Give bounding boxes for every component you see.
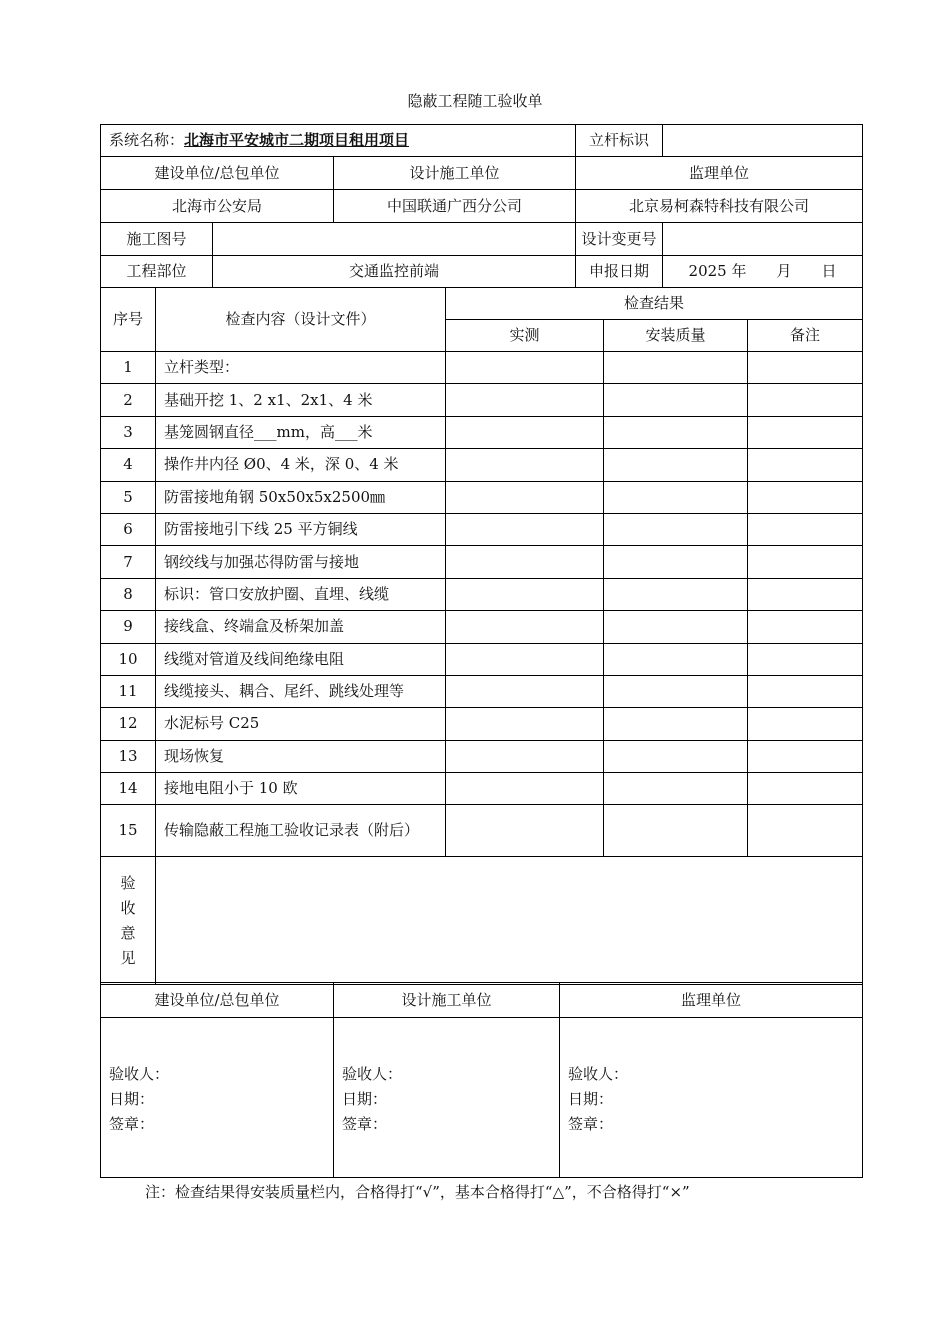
row-content: 线缆对管道及线间绝缘电阻 <box>156 643 446 675</box>
row-content: 水泥标号 C25 <box>156 708 446 740</box>
table-row <box>101 708 863 740</box>
table-row <box>101 481 863 513</box>
row-remark[interactable] <box>748 643 863 675</box>
row-measured[interactable] <box>446 449 604 481</box>
table-row <box>101 773 863 805</box>
row-number: 13 <box>101 740 156 772</box>
row-measured[interactable] <box>446 773 604 805</box>
row-remark[interactable] <box>748 416 863 448</box>
construction-unit-value: 北海市公安局 <box>101 190 334 223</box>
row-quality[interactable] <box>604 481 748 513</box>
acceptor-label: 验收人： <box>109 1065 170 1083</box>
row-measured[interactable] <box>446 675 604 707</box>
row-content: 现场恢复 <box>156 740 446 772</box>
acceptor-label: 验收人： <box>342 1065 403 1083</box>
row-measured[interactable] <box>446 643 604 675</box>
table-row <box>101 384 863 416</box>
row-quality[interactable] <box>604 384 748 416</box>
project-part-value: 交通监控前端 <box>213 256 576 288</box>
row-remark[interactable] <box>748 740 863 772</box>
row-number: 2 <box>101 384 156 416</box>
row-measured[interactable] <box>446 481 604 513</box>
table-row <box>101 449 863 481</box>
row-measured[interactable] <box>446 611 604 643</box>
row-quality[interactable] <box>604 449 748 481</box>
row-quality[interactable] <box>604 805 748 857</box>
row-content: 钢绞线与加强芯得防雷与接地 <box>156 546 446 578</box>
row-remark[interactable] <box>748 675 863 707</box>
opinion-char: 验 <box>120 873 136 892</box>
report-date-label: 申报日期 <box>576 256 663 288</box>
table-row <box>101 416 863 448</box>
opinion-label <box>101 857 156 985</box>
row-quality[interactable] <box>604 773 748 805</box>
row-quality[interactable] <box>604 708 748 740</box>
row-remark[interactable] <box>748 513 863 545</box>
row-remark[interactable] <box>748 546 863 578</box>
sig-header-design: 设计施工单位 <box>334 983 560 1018</box>
table-row <box>101 513 863 545</box>
design-unit-header: 设计施工单位 <box>334 157 576 190</box>
row-remark[interactable] <box>748 708 863 740</box>
sig-header-construction: 建设单位/总包单位 <box>101 983 334 1018</box>
row-number: 4 <box>101 449 156 481</box>
row-quality[interactable] <box>604 611 748 643</box>
row-quality[interactable] <box>604 352 748 384</box>
row-number: 6 <box>101 513 156 545</box>
row-remark[interactable] <box>748 773 863 805</box>
seal-label: 签章： <box>109 1115 155 1133</box>
content-header: 检查内容（设计文件） <box>156 288 446 352</box>
row-content: 接线盒、终端盒及桥架加盖 <box>156 611 446 643</box>
acceptor-label: 验收人： <box>568 1065 629 1083</box>
seal-label: 签章： <box>342 1115 388 1133</box>
row-content: 线缆接头、耦合、尾纤、跳线处理等 <box>156 675 446 707</box>
pole-id-value[interactable] <box>663 125 863 157</box>
table-row <box>101 578 863 610</box>
date-label: 日期： <box>342 1090 388 1108</box>
row-content: 基础开挖 1、2 x1、2x1、4 米 <box>156 384 446 416</box>
date-label: 日期： <box>109 1090 155 1108</box>
row-quality[interactable] <box>604 643 748 675</box>
row-content: 防雷接地引下线 25 平方铜线 <box>156 513 446 545</box>
header-table <box>100 124 863 288</box>
change-no-value[interactable] <box>663 223 863 256</box>
system-name-value: 北海市平安城市二期项目租用项目 <box>184 131 410 149</box>
row-remark[interactable] <box>748 578 863 610</box>
row-content: 立杆类型： <box>156 352 446 384</box>
system-name-label: 系统名称： <box>109 131 185 149</box>
supervision-unit-header: 监理单位 <box>576 157 863 190</box>
row-number: 15 <box>101 805 156 857</box>
footnote: 注：检查结果得安装质量栏内，合格得打“√”，基本合格得打“△”，不合格得打“×” <box>145 1183 690 1201</box>
quality-header: 安装质量 <box>604 320 748 352</box>
opinion-char: 见 <box>120 948 136 967</box>
seq-header: 序号 <box>101 288 156 352</box>
row-number: 5 <box>101 481 156 513</box>
project-part-label: 工程部位 <box>101 256 213 288</box>
row-content: 接地电阻小于 10 欧 <box>156 773 446 805</box>
report-date-value: 2025 年 月 日 <box>663 256 863 288</box>
row-remark[interactable] <box>748 449 863 481</box>
row-number: 8 <box>101 578 156 610</box>
row-quality[interactable] <box>604 740 748 772</box>
result-header: 检查结果 <box>446 288 863 320</box>
row-number: 11 <box>101 675 156 707</box>
table-row <box>101 740 863 772</box>
remark-header: 备注 <box>748 320 863 352</box>
date-label: 日期： <box>568 1090 614 1108</box>
pole-id-label: 立杆标识 <box>576 125 663 157</box>
row-content: 防雷接地角钢 50x50x5x2500㎜ <box>156 481 446 513</box>
form-title: 隐蔽工程随工验收单 <box>407 92 543 110</box>
opinion-value[interactable] <box>156 857 863 985</box>
design-unit-value: 中国联通广西分公司 <box>334 190 576 223</box>
row-measured[interactable] <box>446 416 604 448</box>
row-number: 10 <box>101 643 156 675</box>
row-remark[interactable] <box>748 805 863 857</box>
row-content: 基笼圆钢直径___mm，高___米 <box>156 416 446 448</box>
table-row <box>101 805 863 857</box>
table-row <box>101 611 863 643</box>
sig-block-supervision[interactable] <box>560 1018 863 1178</box>
row-content: 操作井内径 Ø0、4 米，深 0、4 米 <box>156 449 446 481</box>
measured-header: 实测 <box>446 320 604 352</box>
row-remark[interactable] <box>748 352 863 384</box>
opinion-char: 收 <box>120 898 136 917</box>
supervision-unit-value: 北京易柯森特科技有限公司 <box>576 190 863 223</box>
row-number: 9 <box>101 611 156 643</box>
row-measured[interactable] <box>446 708 604 740</box>
row-quality[interactable] <box>604 546 748 578</box>
drawing-no-label: 施工图号 <box>101 223 213 256</box>
row-measured[interactable] <box>446 384 604 416</box>
system-name-cell <box>101 125 576 157</box>
table-row <box>101 675 863 707</box>
row-measured[interactable] <box>446 352 604 384</box>
sig-header-supervision: 监理单位 <box>560 983 863 1018</box>
table-row <box>101 643 863 675</box>
row-remark[interactable] <box>748 611 863 643</box>
row-number: 14 <box>101 773 156 805</box>
row-content: 传输隐蔽工程施工验收记录表（附后） <box>156 805 446 857</box>
check-rows <box>101 352 863 857</box>
inspection-table <box>100 287 863 985</box>
row-measured[interactable] <box>446 740 604 772</box>
change-no-label: 设计变更号 <box>576 223 663 256</box>
row-remark[interactable] <box>748 384 863 416</box>
sig-block-design[interactable] <box>334 1018 560 1178</box>
row-number: 1 <box>101 352 156 384</box>
signature-table <box>100 982 863 1178</box>
drawing-no-value[interactable] <box>213 223 576 256</box>
row-remark[interactable] <box>748 481 863 513</box>
row-number: 3 <box>101 416 156 448</box>
table-row <box>101 546 863 578</box>
opinion-char: 意 <box>120 923 136 942</box>
row-content: 标识：管口安放护圈、直埋、线缆 <box>156 578 446 610</box>
seal-label: 签章： <box>568 1115 614 1133</box>
row-measured[interactable] <box>446 513 604 545</box>
construction-unit-header: 建设单位/总包单位 <box>101 157 334 190</box>
row-number: 12 <box>101 708 156 740</box>
sig-block-construction[interactable] <box>101 1018 334 1178</box>
row-quality[interactable] <box>604 675 748 707</box>
row-measured[interactable] <box>446 805 604 857</box>
row-measured[interactable] <box>446 578 604 610</box>
row-quality[interactable] <box>604 513 748 545</box>
row-quality[interactable] <box>604 416 748 448</box>
row-quality[interactable] <box>604 578 748 610</box>
table-row <box>101 352 863 384</box>
row-number: 7 <box>101 546 156 578</box>
row-measured[interactable] <box>446 546 604 578</box>
